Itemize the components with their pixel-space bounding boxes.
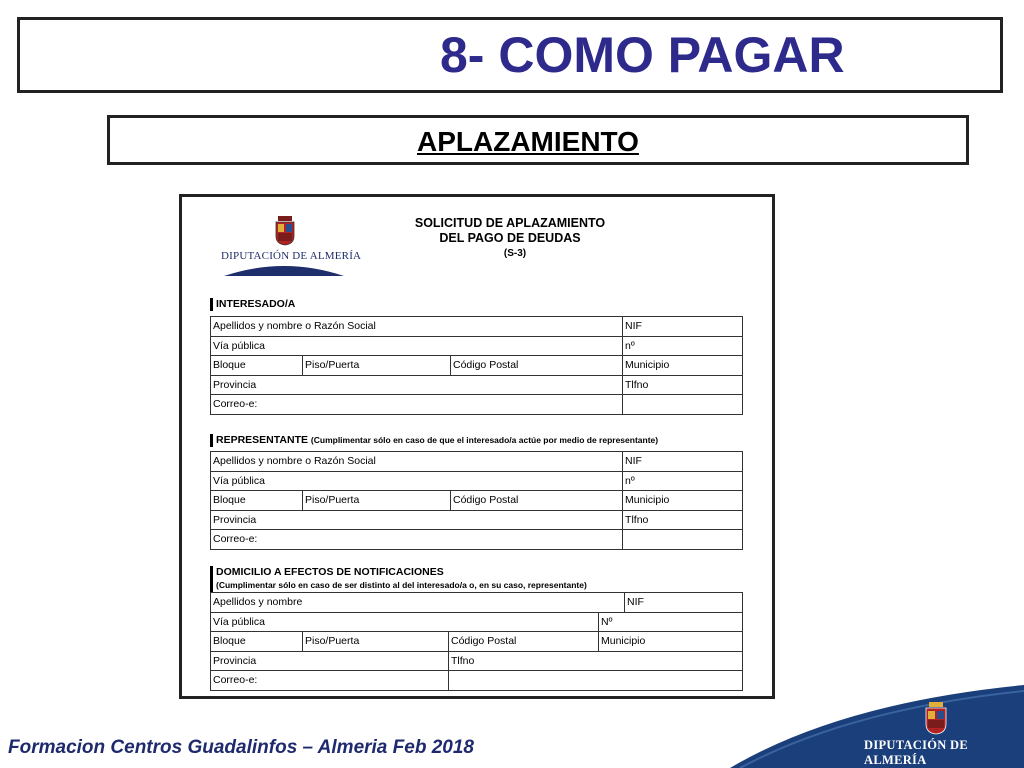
field-label: Código Postal [449, 632, 599, 652]
field-label: Vía pública [211, 336, 623, 356]
section-interesado-heading: INTERESADO/A [210, 298, 295, 311]
field-label: Provincia [211, 510, 623, 530]
field-label: Código Postal [451, 356, 623, 376]
form-title: SOLICITUD DE APLAZAMIENTO DEL PAGO DE DEUDAS [414, 216, 606, 245]
field-label: Bloque [211, 491, 303, 511]
field-label: NIF [623, 317, 743, 337]
field-label: Piso/Puerta [303, 356, 451, 376]
field-label: Apellidos y nombre [211, 593, 625, 613]
field-label: Correo-e: [211, 671, 449, 691]
field-label: Tlfno [449, 651, 743, 671]
domicilio-table [210, 592, 743, 691]
corner-brand-text: DIPUTACIÓN DE ALMERÍA [864, 738, 969, 767]
field-label: Código Postal [451, 491, 623, 511]
section-domicilio-heading: DOMICILIO A EFECTOS DE NOTIFICACIONES (Cumplimentar sólo en caso de ser distinto al del interesado/a o, en su caso, representante) [210, 566, 587, 592]
field-label: Tlfno [623, 375, 743, 395]
slide-subtitle: APLAZAMIENTO [417, 126, 639, 157]
field-label: Bloque [211, 356, 303, 376]
field-label: NIF [623, 452, 743, 472]
interesado-table [210, 316, 743, 415]
field-empty [623, 530, 743, 550]
field-label: Correo-e: [211, 530, 623, 550]
field-label: Tlfno [623, 510, 743, 530]
slide-title: 8- COMO PAGAR [440, 27, 845, 83]
field-label: Correo-e: [211, 395, 623, 415]
field-label: Provincia [211, 651, 449, 671]
field-label: Bloque [211, 632, 303, 652]
form-logo-text: DIPUTACIÓN DE ALMERÍA [221, 250, 362, 262]
field-label: Piso/Puerta [303, 632, 449, 652]
field-empty [449, 671, 743, 691]
form-code: (S-3) [503, 248, 527, 259]
corner-crest-icon [925, 702, 947, 735]
logo-arc-icon [224, 262, 344, 276]
field-label: Municipio [623, 356, 743, 376]
field-label: Municipio [599, 632, 743, 652]
field-label: nº [623, 471, 743, 491]
field-label: Vía pública [211, 471, 623, 491]
field-empty [623, 395, 743, 415]
representante-table [210, 451, 743, 550]
field-label: Apellidos y nombre o Razón Social [211, 317, 623, 337]
crest-icon [275, 216, 295, 246]
field-label: Nº [599, 612, 743, 632]
field-label: nº [623, 336, 743, 356]
field-label: NIF [625, 593, 743, 613]
field-label: Municipio [623, 491, 743, 511]
field-label: Piso/Puerta [303, 491, 451, 511]
field-label: Apellidos y nombre o Razón Social [211, 452, 623, 472]
field-label: Vía pública [211, 612, 599, 632]
section-representante-heading: REPRESENTANTE (Cumplimentar sólo en caso de que el interesado/a actúe por medio de representante) [210, 434, 658, 447]
field-label: Provincia [211, 375, 623, 395]
slide-footer: Formacion Centros Guadalinfos – Almeria Feb 2018 [8, 737, 474, 758]
